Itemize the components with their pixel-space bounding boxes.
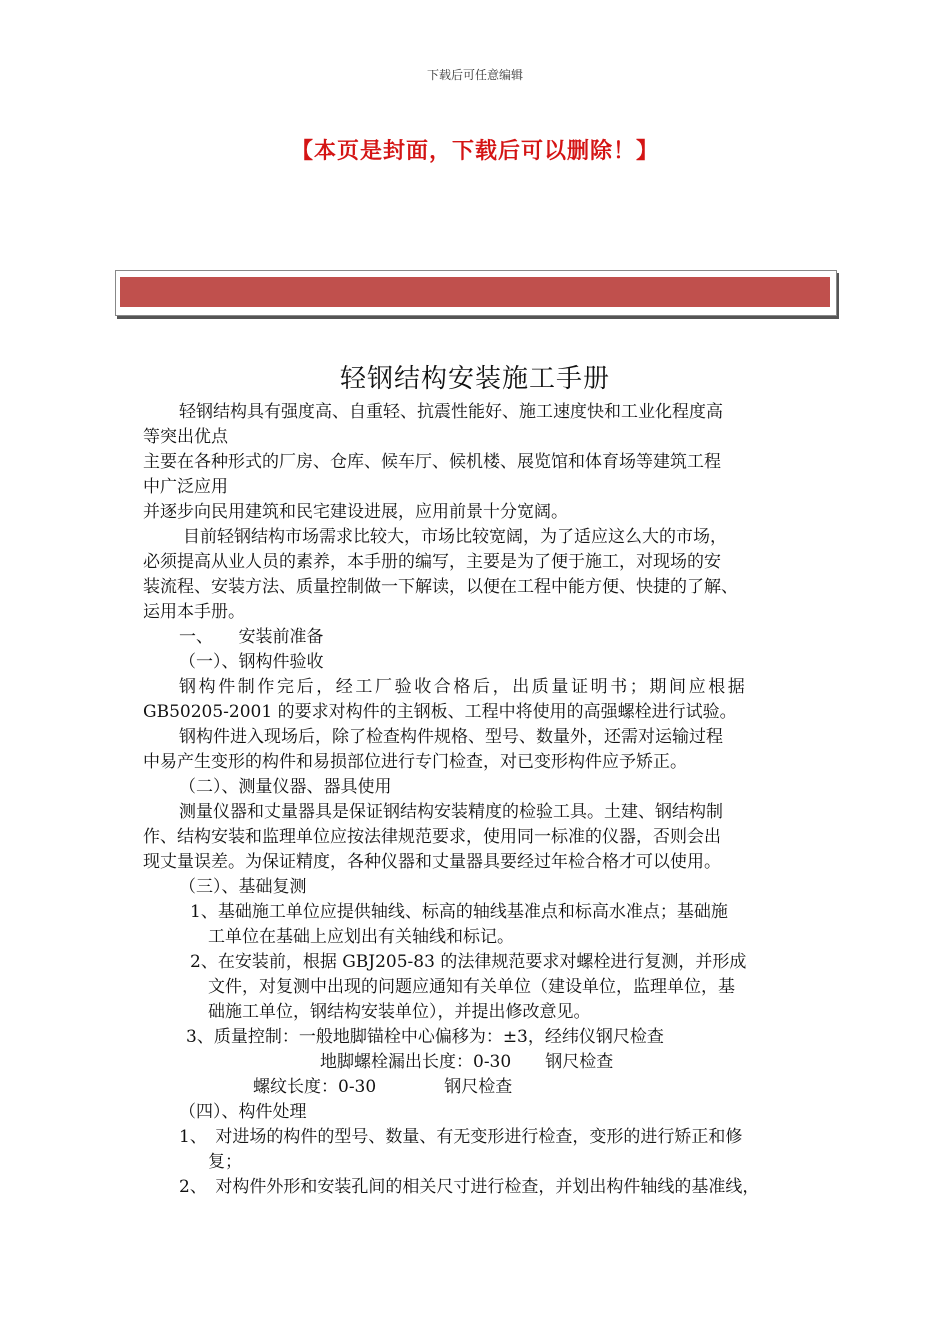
section-heading: 一、 安装前准备	[179, 627, 324, 647]
paragraph-line: 装流程、安装方法、质量控制做一下解读，以便在工程中能方便、快捷的了解、	[143, 577, 738, 597]
paragraph-line: 钢构件制作完后，经工厂验收合格后，出质量证明书；期间应根据	[179, 677, 748, 697]
list-item: 础施工单位，钢结构安装单位），并提出修改意见。	[208, 1002, 591, 1022]
paragraph-line: GB50205-2001 的要求对构件的主钢板、工程中将使用的高强螺栓进行试验。	[143, 702, 737, 722]
subsection-heading: （三）、基础复测	[179, 877, 307, 897]
subsection-heading: （二）、测量仪器、器具使用	[179, 777, 392, 797]
subsection-heading: （四）、构件处理	[179, 1102, 307, 1122]
paragraph-line: 必须提高从业人员的素养，本手册的编写，主要是为了便于施工，对现场的安	[143, 552, 721, 572]
banner-bar	[120, 277, 830, 307]
list-item: 螺纹长度：0-30 钢尺检查	[253, 1077, 513, 1097]
list-item: 1、 对进场的构件的型号、数量、有无变形进行检查，变形的进行矫正和修	[179, 1127, 743, 1147]
paragraph-line: 运用本手册。	[143, 602, 245, 622]
title-banner	[115, 270, 837, 316]
paragraph-line: 作、结构安装和监理单位应按法律规范要求，使用同一标准的仪器，否则会出	[143, 827, 721, 847]
list-item: 工单位在基础上应划出有关轴线和标记。	[208, 927, 514, 947]
paragraph-line: 现丈量误差。为保证精度，各种仪器和丈量器具要经过年检合格才可以使用。	[143, 852, 721, 872]
list-item: 文件，对复测中出现的问题应通知有关单位（建设单位，监理单位，基	[208, 977, 735, 997]
paragraph-line: 目前轻钢结构市场需求比较大，市场比较宽阔，为了适应这么大的市场，	[183, 527, 727, 547]
paragraph-line: 轻钢结构具有强度高、自重轻、抗震性能好、施工速度快和工业化程度高	[179, 402, 723, 422]
paragraph-line: 主要在各种形式的厂房、仓库、候车厅、候机楼、展览馆和体育场等建筑工程	[143, 452, 721, 472]
subsection-heading: （一）、钢构件验收	[179, 652, 324, 672]
paragraph-line: 等突出优点	[143, 427, 228, 447]
paragraph-line: 测量仪器和丈量器具是保证钢结构安装精度的检验工具。土建、钢结构制	[179, 802, 723, 822]
list-item: 地脚螺栓漏出长度：0-30 钢尺检查	[320, 1052, 614, 1072]
paragraph-line: 中易产生变形的构件和易损部位进行专门检查，对已变形构件应予矫正。	[143, 752, 687, 772]
list-item: 1、基础施工单位应提供轴线、标高的轴线基准点和标高水准点；基础施	[190, 902, 728, 922]
paragraph-line: 中广泛应用	[143, 477, 228, 497]
list-item: 2、在安装前，根据 GBJ205-83 的法律规范要求对螺栓进行复测，并形成	[190, 952, 747, 972]
list-item: 复；	[208, 1152, 242, 1172]
paragraph-line: 钢构件进入现场后，除了检查构件规格、型号、数量外，还需对运输过程	[179, 727, 723, 747]
header-note: 下载后可任意编辑	[426, 68, 523, 82]
cover-notice: 【本页是封面，下载后可以删除！】	[290, 138, 659, 164]
paragraph-line: 并逐步向民用建筑和民宅建设进展，应用前景十分宽阔。	[143, 502, 568, 522]
document-title: 轻钢结构安装施工手册	[339, 364, 610, 394]
list-item: 3、质量控制：一般地脚锚栓中心偏移为：±3，经纬仪钢尺检查	[186, 1027, 664, 1047]
list-item: 2、 对构件外形和安装孔间的相关尺寸进行检查，并划出构件轴线的基准线，	[179, 1177, 760, 1197]
